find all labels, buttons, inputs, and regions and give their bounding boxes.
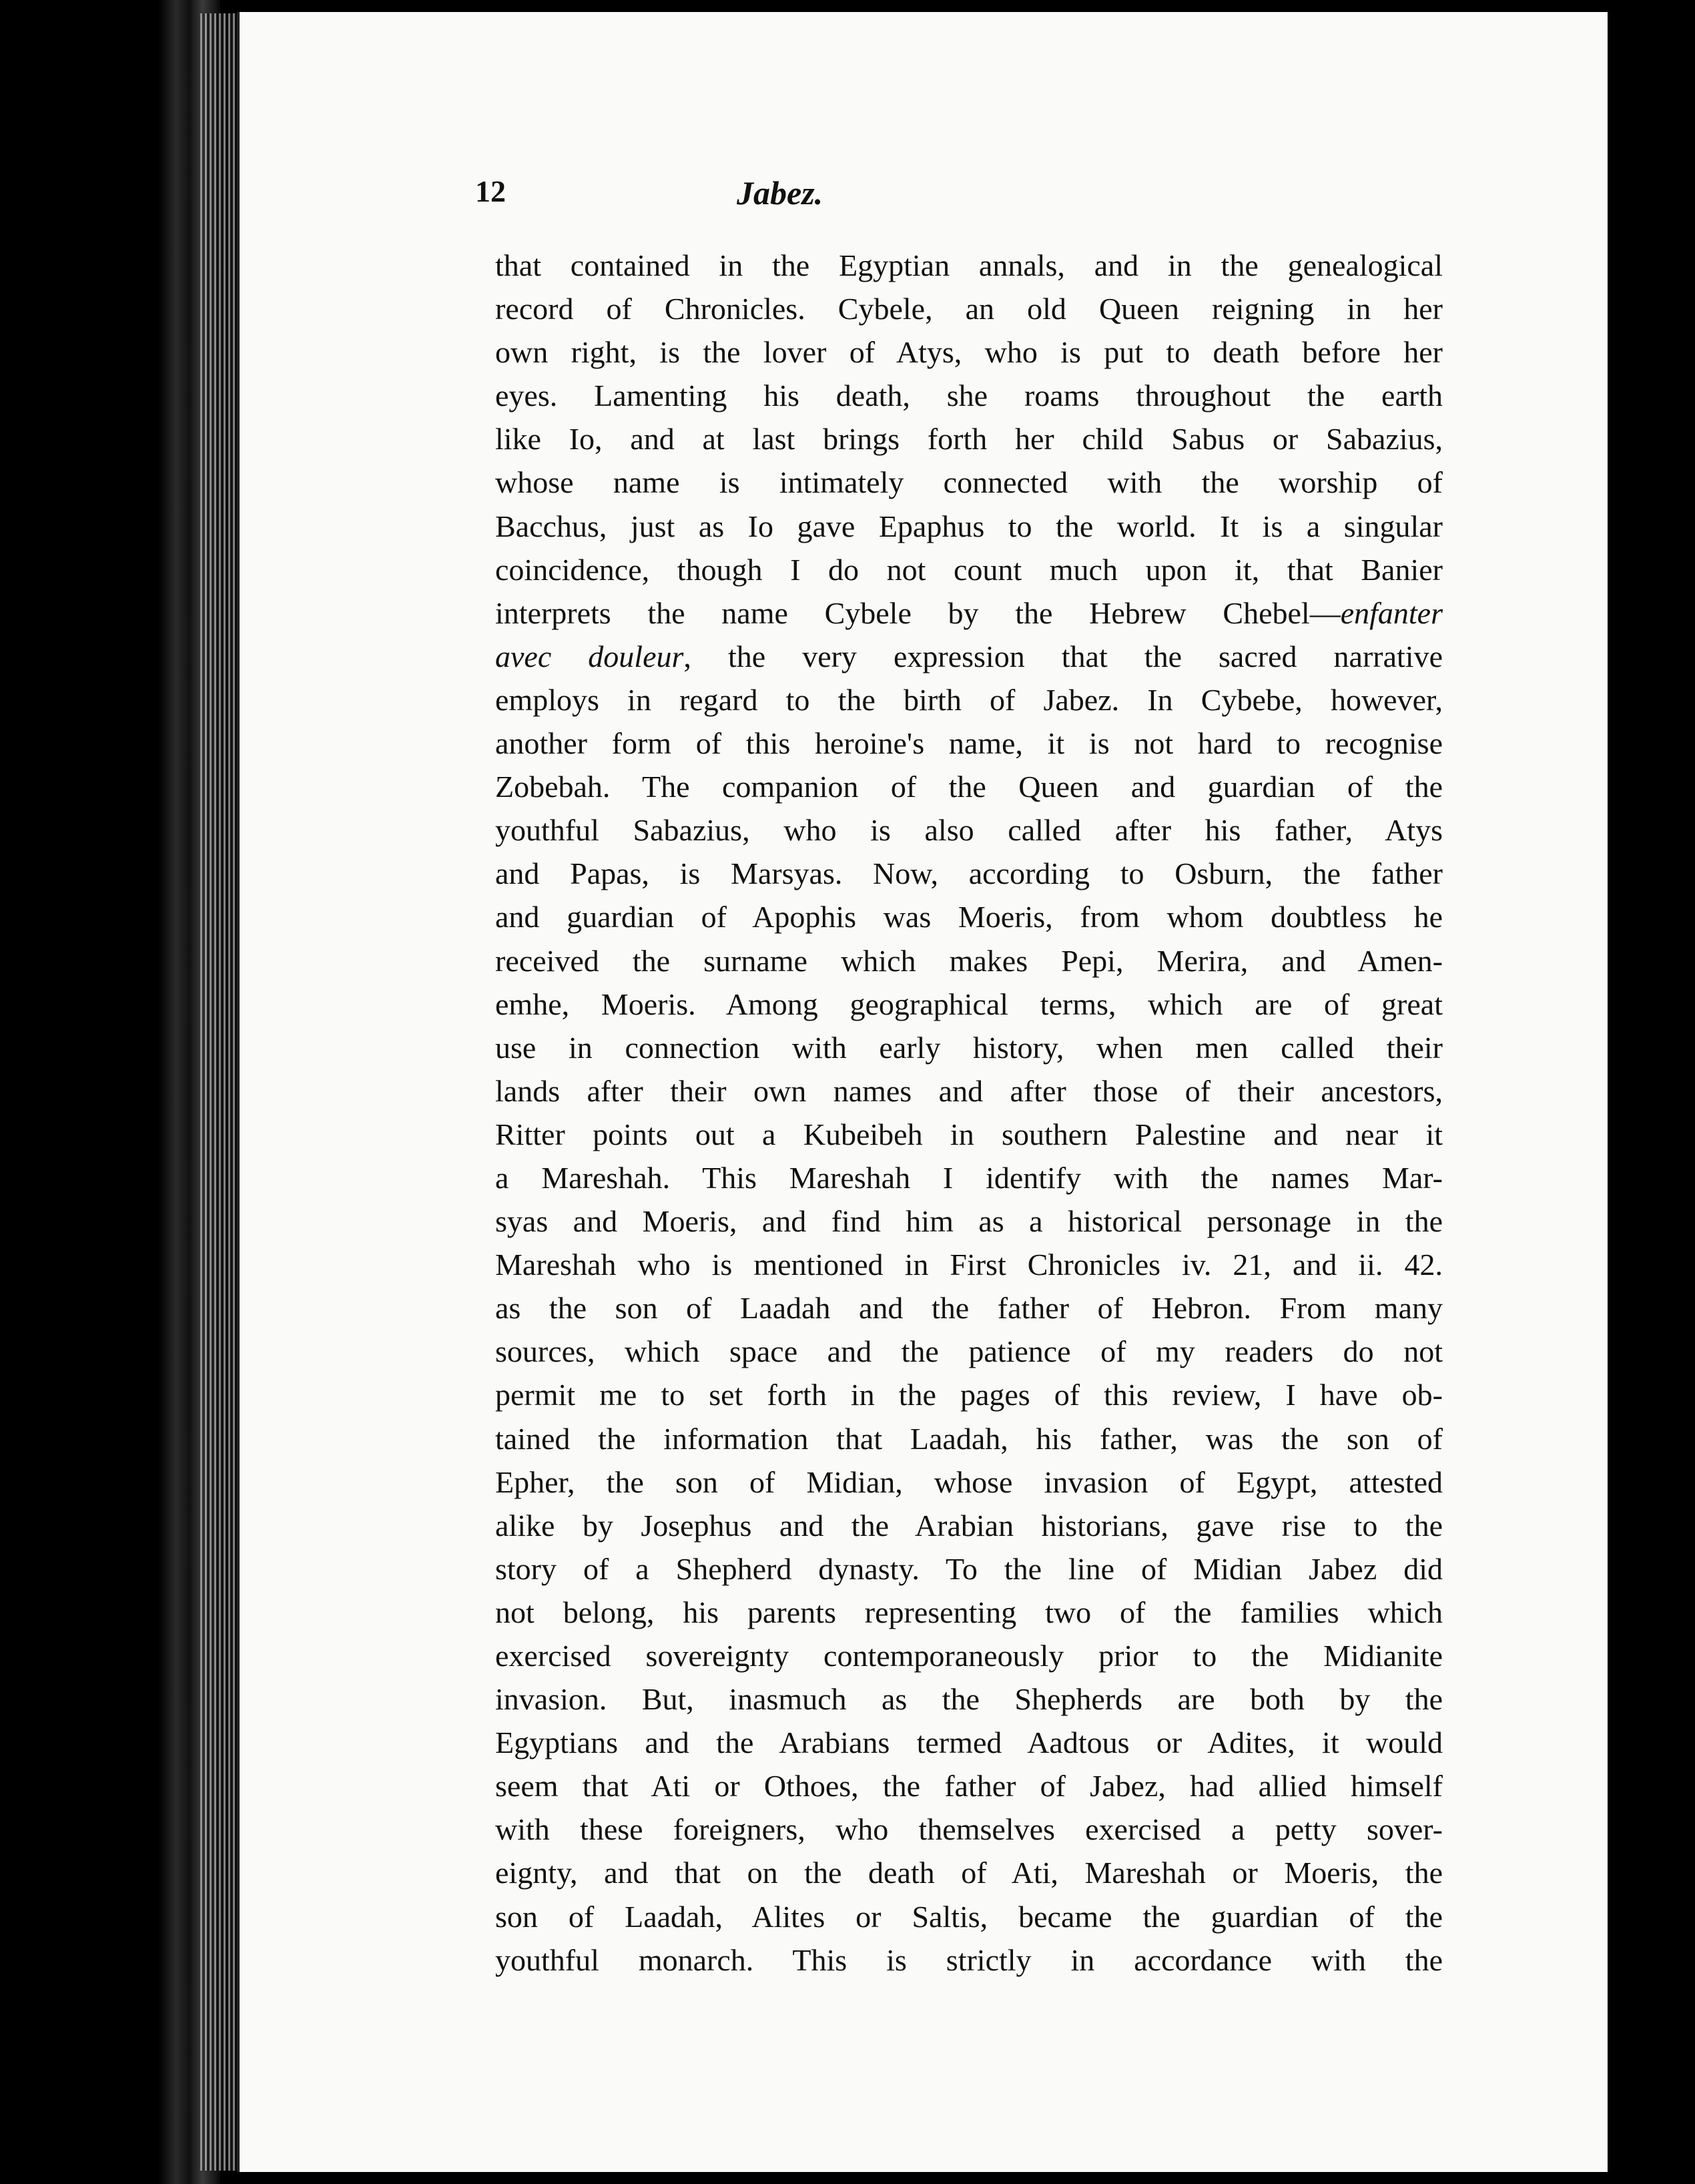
text-line: and Papas, is Marsyas. Now, according to Osburn, the father — [495, 856, 1443, 891]
text-line: invasion. But, inasmuch as the Shepherds are both by the — [495, 1682, 1443, 1717]
text-line: exercised sovereignty contemporaneously prior to the Midianite — [495, 1639, 1443, 1673]
text-line-with-italic — [495, 635, 1443, 678]
text-line: coincidence, though I do not count much upon it, that Banier — [495, 552, 1443, 587]
italic-fragment: avec douleur — [495, 639, 684, 673]
page-number: 12 — [475, 174, 506, 208]
text-line: alike by Josephus and the Arabian historians, gave rise to the — [495, 1508, 1443, 1543]
text-line: another form of this heroine's name, it is not hard to recognise — [495, 726, 1443, 761]
running-title: Jabez. — [737, 174, 823, 212]
text-line: record of Chronicles. Cybele, an old Queen reigning in her — [495, 292, 1443, 326]
text-line: not belong, his parents representing two of the families which — [495, 1595, 1443, 1629]
text-line: Egyptians and the Arabians termed Aadtous or Adites, it would — [495, 1725, 1443, 1760]
text-line: employs in regard to the birth of Jabez. In Cybebe, however, — [495, 682, 1443, 717]
text-line: with these foreigners, who themselves exercised a petty sover- — [495, 1812, 1443, 1847]
text-line: tained the information that Laadah, his father, was the son of — [495, 1421, 1443, 1456]
body-text — [495, 244, 1443, 1982]
text-line: eignty, and that on the death of Ati, Mareshah or Moeris, the — [495, 1856, 1443, 1890]
text-line: lands after their own names and after those of their ancestors, — [495, 1073, 1443, 1108]
text-line: a Mareshah. This Mareshah I identify with the names Mar- — [495, 1160, 1443, 1195]
text-line: whose name is intimately connected with the worship of — [495, 465, 1443, 500]
text-line: son of Laadah, Alites or Saltis, became the guardian of the — [495, 1899, 1443, 1934]
text-line: eyes. Lamenting his death, she roams throughout the earth — [495, 378, 1443, 413]
text-line-with-italic — [495, 591, 1443, 635]
text-line: sources, which space and the patience of my readers do not — [495, 1334, 1443, 1369]
text-line: Bacchus, just as Io gave Epaphus to the world. It is a singular — [495, 509, 1443, 543]
text-line: as the son of Laadah and the father of Hebron. From many — [495, 1291, 1443, 1326]
text-line: and guardian of Apophis was Moeris, from whom doubtless he — [495, 900, 1443, 934]
text-line: own right, is the lover of Atys, who is put to death before her — [495, 335, 1443, 370]
text-fragment: , the very expression that the sacred narrative — [683, 639, 1443, 673]
text-line: youthful monarch. This is strictly in accordance with the — [495, 1942, 1443, 1977]
text-line: Mareshah who is mentioned in First Chronicles iv. 21, and ii. 42. — [495, 1248, 1443, 1282]
text-line: that contained in the Egyptian annals, and in the genealogical — [495, 248, 1443, 282]
text-line: received the surname which makes Pepi, Merira, and Amen- — [495, 943, 1443, 978]
text-line: like Io, and at last brings forth her child Sabus or Sabazius, — [495, 422, 1443, 457]
page-edges — [200, 13, 240, 2171]
scan-right-shadow — [1608, 0, 1695, 2184]
text-line: emhe, Moeris. Among geographical terms, which are of great — [495, 987, 1443, 1021]
text-line: permit me to set forth in the pages of this review, I have ob- — [495, 1378, 1443, 1412]
text-line: use in connection with early history, when men called their — [495, 1030, 1443, 1065]
text-line: Zobebah. The companion of the Queen and guardian of the — [495, 770, 1443, 804]
scan-binding-shadow — [0, 0, 220, 2184]
running-head — [475, 174, 1022, 227]
italic-fragment: enfanter — [1340, 595, 1443, 630]
text-line: Ritter points out a Kubeibeh in southern Palestine and near it — [495, 1117, 1443, 1151]
text-line: story of a Shepherd dynasty. To the line of Midian Jabez did — [495, 1551, 1443, 1586]
text-line: syas and Moeris, and find him as a historical personage in the — [495, 1204, 1443, 1239]
text-line: youthful Sabazius, who is also called after his father, Atys — [495, 813, 1443, 848]
text-line: Epher, the son of Midian, whose invasion of Egypt, attested — [495, 1464, 1443, 1499]
text-fragment: interprets the name Cybele by the Hebrew Chebel— — [495, 595, 1341, 630]
text-line: seem that Ati or Othoes, the father of Jabez, had allied himself — [495, 1769, 1443, 1804]
